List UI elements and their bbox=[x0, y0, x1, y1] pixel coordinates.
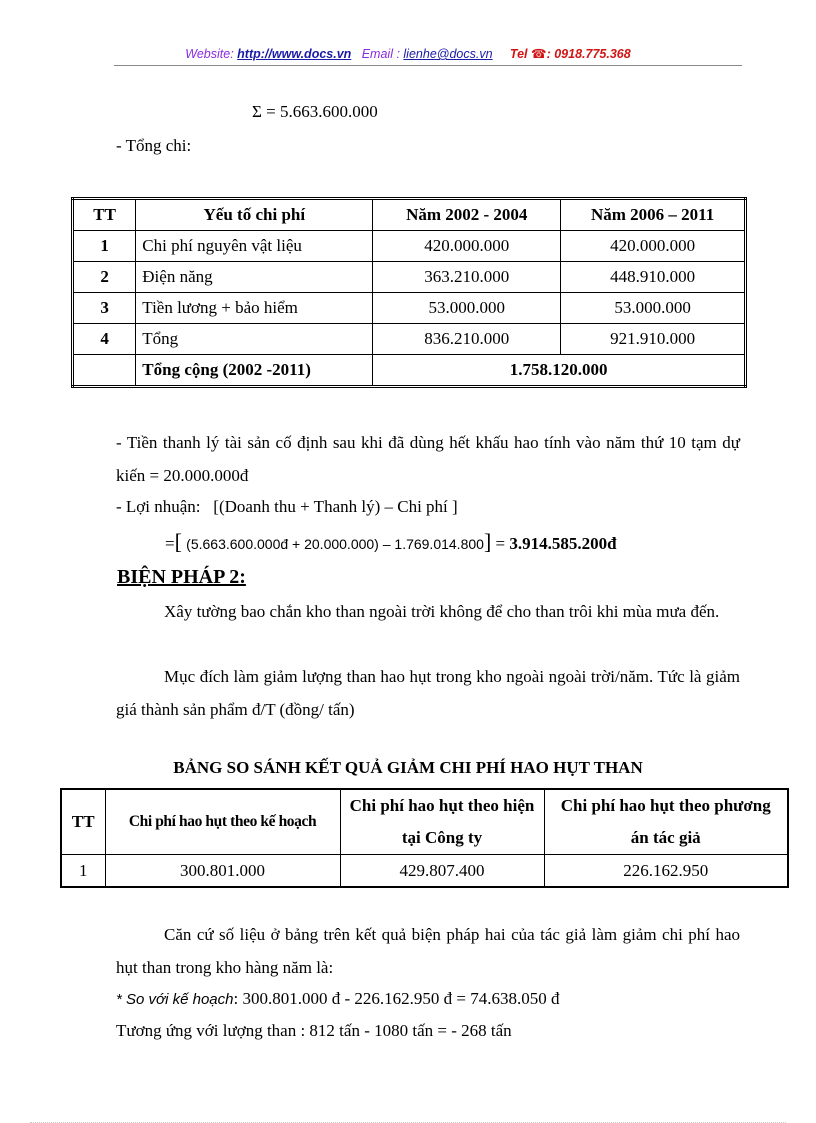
bien-phap-heading: BIỆN PHÁP 2: bbox=[117, 566, 246, 588]
row-value-2002: 420.000.000 bbox=[373, 231, 561, 262]
tel-label: Tel bbox=[509, 47, 528, 61]
website-link[interactable]: http://www.docs.vn bbox=[237, 47, 352, 61]
col-header-2002: Năm 2002 - 2004 bbox=[373, 199, 561, 231]
bien-phap-paragraph-1: Xây tường bao chắn kho than ngoài trời không để cho than trôi khi mùa mưa đến. bbox=[164, 602, 720, 621]
bien-phap-paragraph-2: Mục đích làm giảm lượng than hao hụt trong kho ngoài ngoài trời/năm. Tức là giảm giá thành sản phẩm đ/T (đồng/ tấn) bbox=[116, 667, 740, 719]
total-empty-cell bbox=[73, 355, 136, 387]
col-header-2006: Năm 2006 – 2011 bbox=[561, 199, 746, 231]
row-tt: 3 bbox=[73, 293, 136, 324]
thanh-ly-paragraph: - Tiền thanh lý tài sản cố định sau khi đã dùng hết khấu hao tính vào năm thứ 10 tạm dự kiến = 20.000.000đ bbox=[116, 433, 740, 485]
loi-nhuan-line bbox=[116, 497, 458, 517]
col-header-plan: Chi phí hao hụt theo kế hoạch bbox=[105, 789, 340, 855]
row-value-2006: 448.910.000 bbox=[561, 262, 746, 293]
loi-nhuan-label: - Lợi nhuận: bbox=[116, 497, 201, 516]
table-row bbox=[61, 855, 788, 888]
row-tt: 1 bbox=[61, 855, 105, 888]
row-name: Chi phí nguyên vật liệu bbox=[136, 231, 373, 262]
table-row bbox=[73, 262, 746, 293]
row-value-2006: 53.000.000 bbox=[561, 293, 746, 324]
loi-nhuan-formula: [(Doanh thu + Thanh lý) – Chi phí ] bbox=[213, 497, 458, 516]
total-label: Tổng cộng (2002 -2011) bbox=[136, 355, 373, 387]
so-voi-line bbox=[116, 989, 559, 1009]
tel-number: : 0918.775.368 bbox=[546, 47, 631, 61]
total-row bbox=[73, 355, 746, 387]
row-name: Điện năng bbox=[136, 262, 373, 293]
row-current-value: 429.807.400 bbox=[340, 855, 544, 888]
page-header bbox=[0, 46, 816, 61]
row-tt: 1 bbox=[73, 231, 136, 262]
row-name: Tổng bbox=[136, 324, 373, 355]
email-label: Email : bbox=[361, 47, 400, 61]
phone-icon: ☎ bbox=[531, 47, 547, 61]
row-value-2002: 53.000.000 bbox=[373, 293, 561, 324]
open-bracket: [ bbox=[174, 529, 182, 554]
col-header-name: Yếu tố chi phí bbox=[136, 199, 373, 231]
row-value-2002: 363.210.000 bbox=[373, 262, 561, 293]
table-row bbox=[73, 231, 746, 262]
so-voi-label: * So với kế hoạch bbox=[116, 991, 234, 1008]
row-value-2006: 921.910.000 bbox=[561, 324, 746, 355]
col-header-tt: TT bbox=[73, 199, 136, 231]
row-plan-value: 300.801.000 bbox=[105, 855, 340, 888]
row-name: Tiền lương + bảo hiểm bbox=[136, 293, 373, 324]
col-header-current: Chi phí hao hụt theo hiện tại Công ty bbox=[340, 789, 544, 855]
row-value-2002: 836.210.000 bbox=[373, 324, 561, 355]
row-tt: 2 bbox=[73, 262, 136, 293]
calc-eq-prefix: = bbox=[165, 534, 175, 553]
header-divider bbox=[114, 65, 742, 66]
sum-line: Σ = 5.663.600.000 bbox=[252, 102, 378, 121]
col-header-tt: TT bbox=[61, 789, 105, 855]
col-header-author: Chi phí hao hụt theo phương án tác giả bbox=[544, 789, 788, 855]
cost-table-header bbox=[73, 199, 746, 231]
tong-chi-label: - Tổng chi: bbox=[116, 136, 192, 155]
total-value: 1.758.120.000 bbox=[373, 355, 746, 387]
comparison-table-title: BẢNG SO SÁNH KẾT QUẢ GIẢM CHI PHÍ HAO HỤT THAN bbox=[173, 758, 643, 777]
row-tt: 4 bbox=[73, 324, 136, 355]
row-author-value: 226.162.950 bbox=[544, 855, 788, 888]
calc-eq: = bbox=[495, 534, 506, 553]
table-row bbox=[73, 324, 746, 355]
calc-result: 3.914.585.200đ bbox=[509, 534, 617, 553]
table-row bbox=[73, 293, 746, 324]
so-voi-value: : 300.801.000 đ - 226.162.950 đ = 74.638.050 đ bbox=[233, 989, 560, 1008]
tuong-ung-line: Tương ứng với lượng than : 812 tấn - 1080 tấn = - 268 tấn bbox=[116, 1021, 512, 1040]
comparison-table-header bbox=[61, 789, 788, 855]
comparison-table bbox=[60, 788, 789, 888]
loi-nhuan-calc bbox=[165, 529, 617, 555]
website-label: Website: bbox=[185, 47, 234, 61]
row-value-2006: 420.000.000 bbox=[561, 231, 746, 262]
close-bracket: ] bbox=[483, 529, 492, 554]
cost-table bbox=[71, 197, 747, 388]
calc-expression: (5.663.600.000đ + 20.000.000) – 1.769.014.800 bbox=[186, 536, 484, 552]
can-cu-paragraph: Căn cứ số liệu ở bảng trên kết quả biện pháp hai của tác giả làm giảm chi phí hao hụt than trong kho hàng năm là: bbox=[116, 925, 740, 977]
email-link[interactable]: lienhe@docs.vn bbox=[403, 47, 493, 61]
